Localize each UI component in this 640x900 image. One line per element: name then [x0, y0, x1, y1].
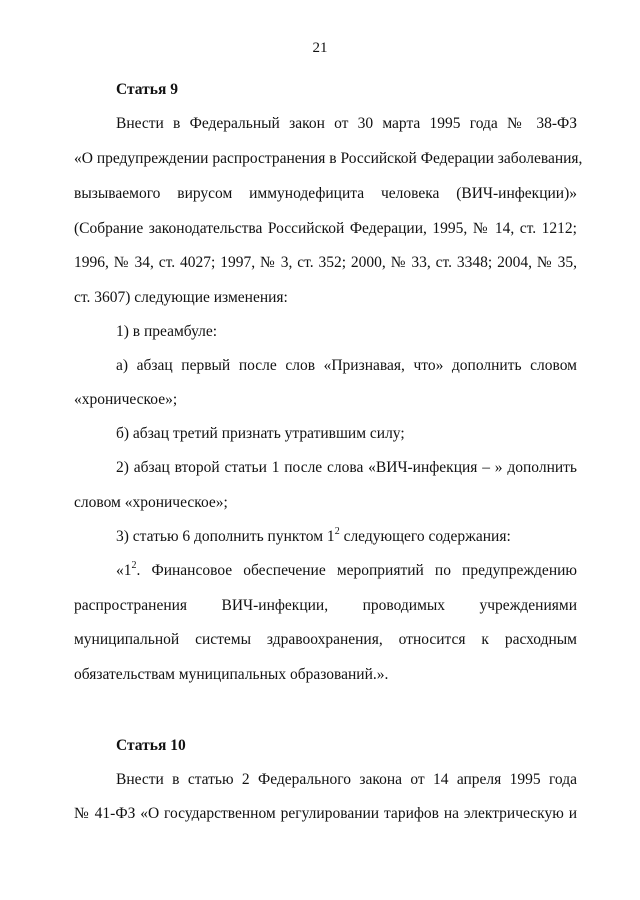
paragraph-line: № 41-ФЗ «О государственном регулировании тарифов на электрическую и — [74, 805, 577, 822]
paragraph-line: ст. 3607) следующие изменения: — [74, 289, 288, 306]
paragraph-line: «О предупреждении распространения в Российской Федерации заболевания, — [74, 150, 583, 167]
paragraph-line: Внести в Федеральный закон от 30 марта 1995 года № 38-ФЗ — [116, 115, 577, 132]
quote-line: распространения ВИЧ-инфекции, проводимых учреждениями — [74, 597, 577, 614]
paragraph-line: словом «хроническое»; — [74, 494, 228, 511]
list-item: 1) в преамбуле: — [116, 323, 218, 340]
page-number: 21 — [312, 40, 328, 56]
superscript: 2 — [131, 559, 137, 571]
paragraph-line: 1996, № 34, ст. 4027; 1997, № 3, ст. 352; 2000, № 33, ст. 3348; 2004, № 35, — [74, 254, 577, 271]
paragraph-line: (Собрание законодательства Российской Федерации, 1995, № 14, ст. 1212; — [74, 220, 577, 237]
article-10-heading: Статья 10 — [116, 737, 186, 754]
quote-text: . Финансовое обеспечение мероприятий по предупреждению — [136, 562, 577, 579]
item3-text-end: следующего содержания: — [339, 528, 511, 545]
paragraph-line: «хроническое»; — [74, 391, 178, 408]
list-item: а) абзац первый после слов «Признавая, что» дополнить словом — [116, 357, 577, 374]
paragraph-line: Внести в статью 2 Федерального закона от 14 апреля 1995 года — [116, 771, 577, 788]
article-9-heading: Статья 9 — [116, 81, 178, 98]
list-item: б) абзац третий признать утратившим силу; — [116, 425, 405, 442]
quote-line: муниципальной системы здравоохранения, относится к расходным — [74, 631, 577, 648]
list-item — [116, 527, 577, 547]
quote-open: «1 — [116, 562, 132, 579]
item3-text: 3) статью 6 дополнить пунктом 1 — [116, 528, 335, 545]
list-item: 2) абзац второй статьи 1 после слова «ВИЧ-инфекция – » дополнить — [116, 459, 577, 476]
quote-line — [116, 561, 577, 581]
quote-line: обязательствам муниципальных образований.». — [74, 666, 389, 683]
superscript: 2 — [334, 525, 340, 537]
paragraph-line: вызываемого вирусом иммунодефицита человека (ВИЧ-инфекции)» — [74, 185, 577, 202]
